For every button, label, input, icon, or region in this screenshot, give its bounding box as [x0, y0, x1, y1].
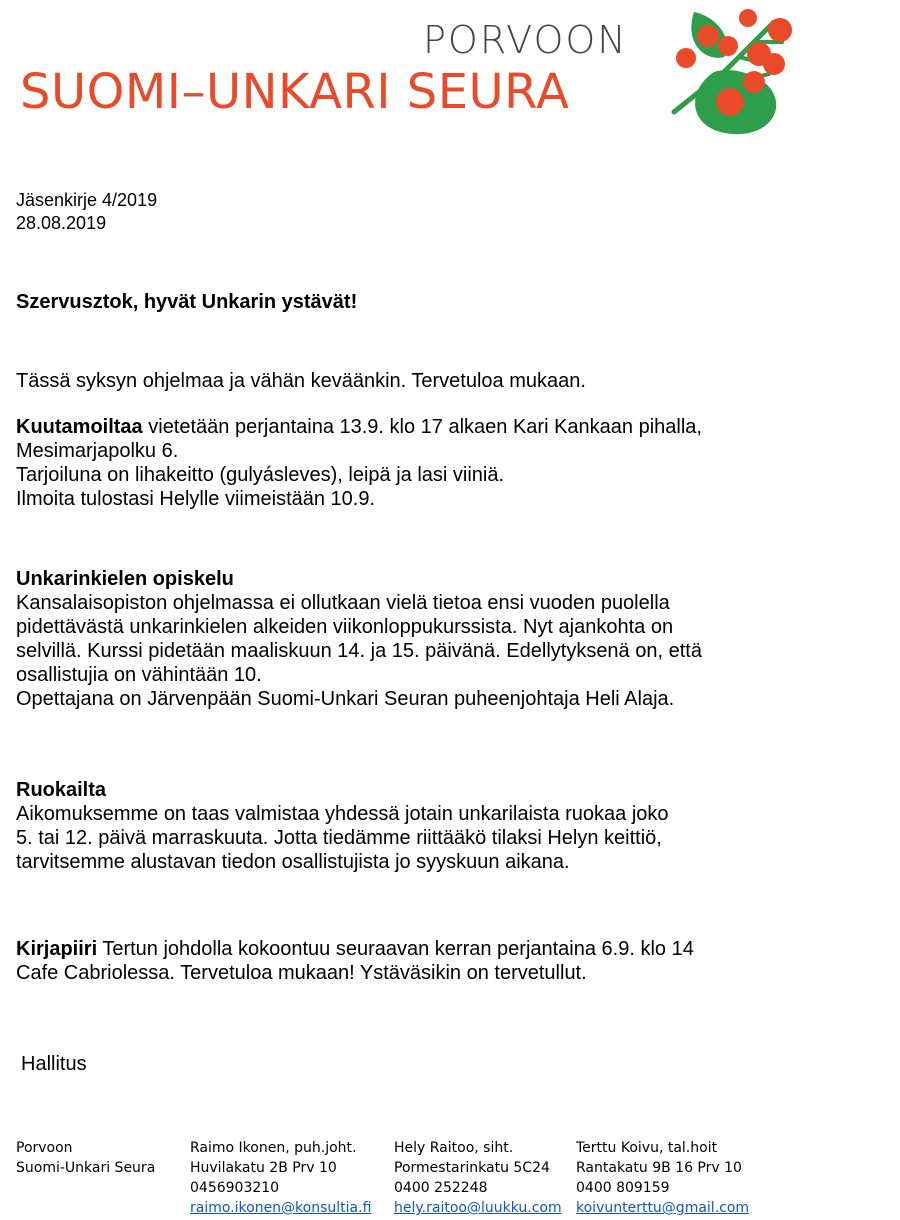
footer-contact-chair: Raimo Ikonen, puh.joht. Huvilakatu 2B Prv 10 0456903210 raimo.ikonen@konsultia.fi — [190, 1140, 372, 1216]
footer-contact-treasurer: Terttu Koivu, tal.hoit Rantakatu 9B 16 Prv 10 0400 809159 koivunterttu@gmail.com — [576, 1140, 750, 1216]
signature: Hallitus — [21, 1053, 87, 1075]
section-kirja: Kirjapiiri Tertun johdolla kokoontuu seuraavan kerran perjantaina 6.9. klo 14 Cafe Cabriolessa. Tervetuloa mukaan! Ystäväsikin on tervetullut. — [16, 938, 694, 984]
section-kieli: Unkarinkielen opiskelu Kansalaisopiston ohjelmassa ei ollutkaan vielä tietoa ensi vuoden puolella pidettävästä unkarinkielen alkeiden viikonloppukurssista. Nyt ajankohta on selvillä. Kurssi pidetään maaliskuun 14. ja 15. päivänä. Edellytyksenä on, että osallistujia on vähintään 10. Opettajana on Järvenpään Suomi-Unkari Seuran puheenjohtaja Heli Alaja. — [16, 567, 876, 711]
logo-title-top: PORVOON — [423, 18, 628, 62]
berry-branch-icon — [664, 2, 804, 147]
footer-org: Porvoon Suomi-Unkari Seura — [16, 1140, 156, 1176]
section-kuutamo: Kuutamoiltaa vietetään perjantaina 13.9. klo 17 alkaen Kari Kankaan pihalla, Mesimarjapolku 6. Tarjoiluna on lihakeitto (gulyásleves), leipä ja lasi viiniä. Ilmoita tulostasi Helylle viimeistään 10.9. — [16, 416, 702, 510]
newsletter-date: 28.08.2019 — [16, 213, 107, 233]
intro-paragraph: Tässä syksyn ohjelmaa ja vähän keväänkin. Tervetuloa mukaan. — [16, 370, 586, 392]
newsletter-number: Jäsenkirje 4/2019 — [16, 190, 158, 210]
section-title: Kirjapiiri — [16, 938, 98, 960]
section-ruoka: Ruokailta Aikomuksemme on taas valmistaa yhdessä jotain unkarilaista ruokaa joko 5. tai 12. päivä marraskuuta. Jotta tiedämme riittääkö tilaksi Helyn keittiö, tarvitsemme alustavan tiedon osallistujista jo syyskuun aikana. — [16, 778, 876, 874]
section-title: Unkarinkielen opiskelu — [16, 568, 234, 590]
section-title: Kuutamoiltaa — [16, 416, 143, 438]
section-title: Ruokailta — [16, 779, 107, 801]
email-link[interactable]: hely.raitoo@luukku.com — [394, 1200, 562, 1216]
footer-contact-secretary: Hely Raitoo, siht. Pormestarinkatu 5C24 0400 252248 hely.raitoo@luukku.com — [394, 1140, 562, 1216]
greeting: Szervusztok, hyvät Unkarin ystävät! — [16, 291, 358, 313]
logo-title-main: SUOMI–UNKARI SEURA — [20, 64, 570, 120]
email-link[interactable]: raimo.ikonen@konsultia.fi — [190, 1200, 372, 1216]
email-link[interactable]: koivunterttu@gmail.com — [576, 1200, 750, 1216]
